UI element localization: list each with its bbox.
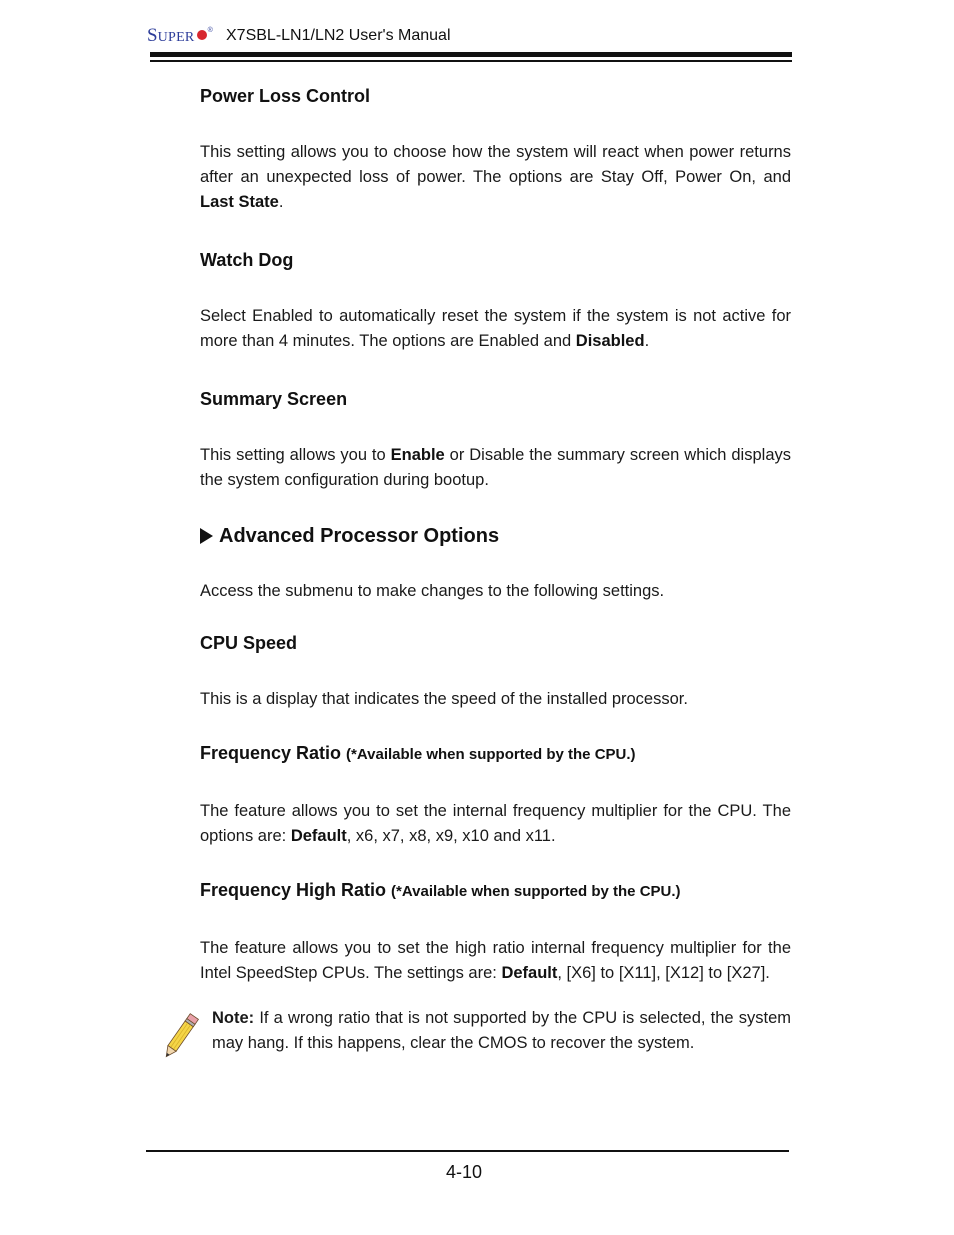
submenu-arrow-icon: [200, 528, 213, 544]
frequency-ratio-default: Default: [290, 827, 347, 845]
page-number: 4-10: [446, 1162, 483, 1182]
logo-dot-icon: [197, 30, 207, 40]
power-loss-default: Last State: [200, 193, 279, 211]
note-body: If a wrong ratio that is not supported by the CPU is selected, the system may hang. If this happens, clear the CMOS to recover the system.: [212, 1009, 791, 1052]
frequency-high-ratio-text-end: , [X6] to [X11], [X12] to [X27].: [557, 964, 770, 982]
watch-dog-text-end: .: [644, 332, 650, 350]
logo-text: UPER: [157, 30, 195, 45]
logo-initial: S: [147, 25, 158, 46]
frequency-ratio-availability-note: (*Available when supported by the CPU.): [346, 746, 636, 763]
frequency-ratio-heading: [200, 741, 791, 767]
frequency-high-ratio-default: Default: [501, 964, 558, 982]
watch-dog-heading: Watch Dog: [200, 250, 294, 270]
watch-dog-paragraph: [200, 304, 791, 354]
supermicro-logo: [147, 26, 213, 48]
frequency-high-ratio-text: The feature allows you to set the high ratio internal frequency multiplier for the Intel SpeedStep CPUs. The settings are:: [200, 939, 791, 982]
watch-dog-text: Select Enabled to automatically reset the system if the system is not active for more than 4 minutes. The options are Enabled and: [200, 307, 791, 350]
footer-rule: [146, 1150, 789, 1152]
logo-registered-mark: ®: [207, 27, 213, 34]
frequency-ratio-title: Frequency Ratio: [200, 743, 342, 763]
page-header: [146, 22, 792, 66]
summary-screen-paragraph: [200, 443, 791, 493]
summary-screen-text: This setting allows you to: [200, 446, 391, 464]
note-label: Note:: [212, 1009, 255, 1027]
manual-title: X7SBL-LN1/LN2 User's Manual: [226, 27, 451, 44]
summary-screen-heading: Summary Screen: [200, 389, 348, 409]
frequency-high-ratio-title: Frequency High Ratio: [200, 880, 387, 900]
summary-screen-default: Enable: [390, 446, 445, 464]
frequency-ratio-text-end: , x6, x7, x8, x9, x10 and x11.: [346, 827, 556, 845]
frequency-ratio-paragraph: [200, 799, 791, 849]
frequency-high-ratio-paragraph: [200, 936, 791, 986]
pencil-icon: [160, 1010, 200, 1064]
header-rule-thick: [150, 52, 792, 57]
summary-screen-text-end: or Disable the summary screen which displays the system configuration during bootup.: [200, 446, 791, 489]
header-rule-thin: [150, 60, 792, 62]
note-text: [212, 1006, 791, 1056]
power-loss-text: This setting allows you to choose how the system will react when power returns after an unexpected loss of power. The options are Stay Off, Power On, and: [200, 143, 791, 186]
power-loss-text-end: .: [278, 193, 284, 211]
advanced-processor-paragraph: Access the submenu to make changes to the following settings.: [200, 582, 665, 600]
frequency-high-ratio-availability-note: (*Available when supported by the CPU.): [391, 883, 681, 900]
power-loss-paragraph: [200, 140, 791, 215]
advanced-processor-heading: [200, 522, 791, 550]
advanced-processor-title: Advanced Processor Options: [219, 525, 500, 547]
page-content: [200, 84, 791, 986]
cpu-speed-heading: CPU Speed: [200, 633, 298, 653]
frequency-high-ratio-heading: [200, 878, 791, 904]
watch-dog-default: Disabled: [575, 332, 645, 350]
cpu-speed-paragraph: This is a display that indicates the speed of the installed processor.: [200, 690, 688, 708]
frequency-ratio-text: The feature allows you to set the internal frequency multiplier for the CPU. The options are:: [200, 802, 791, 845]
power-loss-heading: Power Loss Control: [200, 86, 371, 106]
